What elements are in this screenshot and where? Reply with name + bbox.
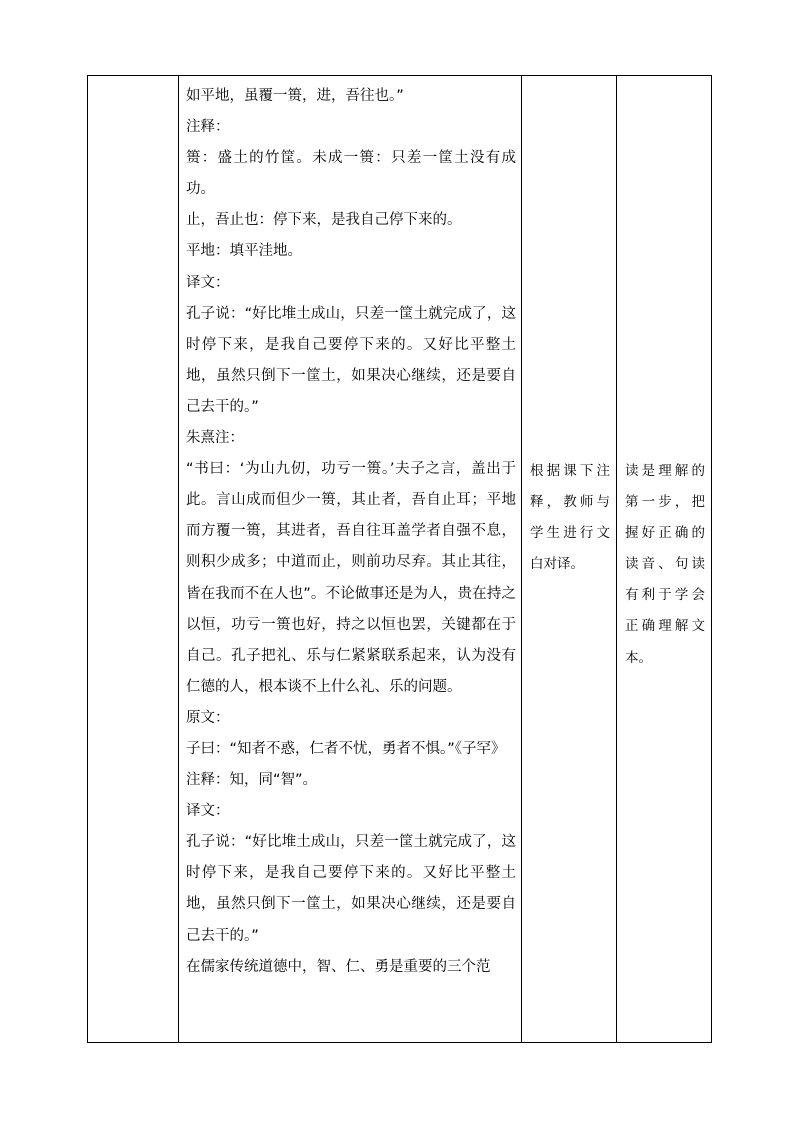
paragraph: 注释：: [186, 119, 230, 136]
stage-cell: [88, 76, 179, 1043]
paragraph: 篑：盛土的竹筐。未成一篑：只差一筐土没有成功。: [186, 150, 516, 198]
paragraph: 子曰：“知者不惑，仁者不忧，勇者不惧。”《子罕》: [186, 740, 506, 757]
paragraph: 注释：知，同“智”。: [186, 772, 318, 789]
paragraph: 朱熹注：: [186, 430, 244, 447]
paragraph: 孔子说：“好比堆土成山，只差一筐土就完成了，这时停下来，是我自己要停下来的。又好比平整土地，虽然只倒下一筐土，如果决心继续，还是要自己去干的。”: [186, 305, 516, 415]
student-activity-cell: [522, 76, 617, 1043]
table-row: [88, 76, 712, 1043]
paragraph: 译文：: [186, 274, 230, 291]
teaching-content: [179, 76, 521, 983]
paragraph: 孔子说：“好比堆土成山，只差一筐土就完成了，这时停下来，是我自己要停下来的。又好比平整土地，虽然只倒下一筐土，如果决心继续，还是要自己去干的。”: [186, 834, 516, 944]
paragraph: 译文：: [186, 803, 230, 820]
design-intent-cell: [617, 76, 712, 1043]
lesson-plan-table: [87, 75, 712, 1043]
paragraph: 平地：填平洼地。: [186, 243, 302, 260]
paragraph: 在儒家传统道德中，智、仁、勇是重要的三个范: [186, 958, 491, 975]
teaching-content-cell: [179, 76, 522, 1043]
paragraph: 如平地，虽覆一篑，进，吾往也。”: [186, 88, 404, 104]
paragraph: 原文：: [186, 709, 230, 726]
design-intent-text: 读是理解的第一步，把握好正确的读音、句读有利于学会正确理解文本。: [625, 463, 705, 666]
student-activity-text: 根据课下注释，教师与学生进行文白对译。: [530, 463, 610, 573]
paragraph: “书曰：‘为山九仞，功亏一篑。’夫子之言，盖出于此。言山成而但少一篑，其止者，吾自止耳；平地而方覆一篑，其进者，吾自往耳盖学者自强不息，则积少成多；中道而止，则前功尽弃。其止其往，皆在我而不在人也”。不论做事还是为人，贵在持之以恒，功亏一篑也好，持之以恒也罢，关键都在于自己。孔子把礼、乐与仁紧紧联系起来，认为没有仁德的人，根本谈不上什么礼、乐的问题。: [186, 461, 516, 695]
paragraph: 止，吾止也：停下来，是我自己停下来的。: [186, 212, 462, 229]
